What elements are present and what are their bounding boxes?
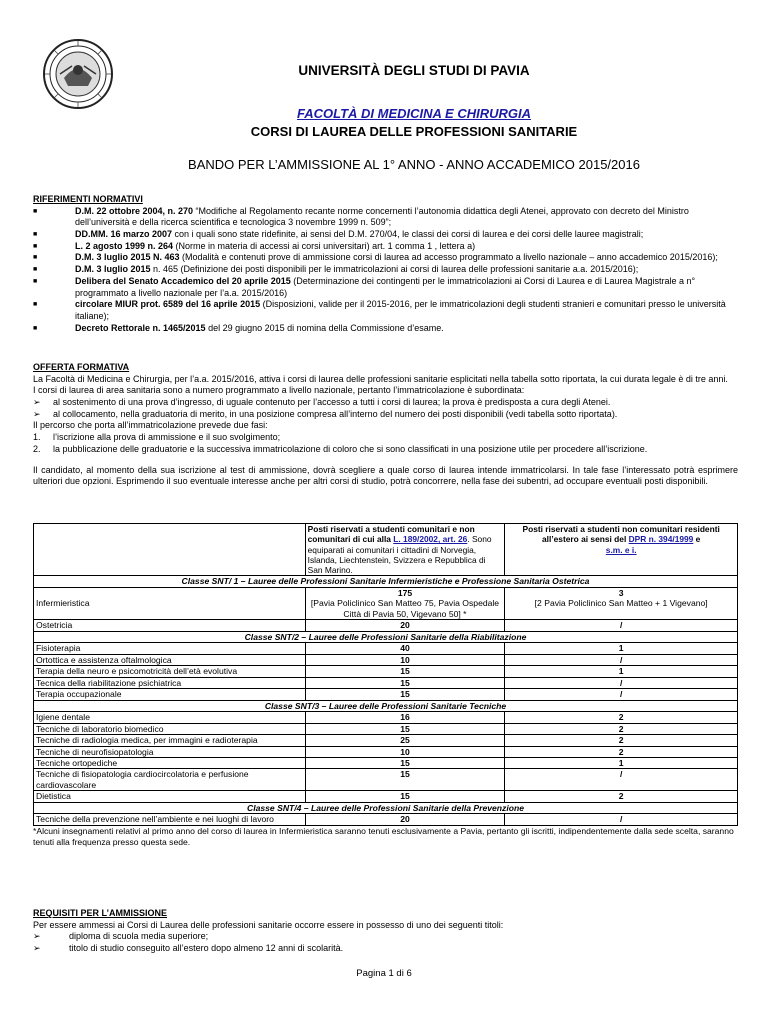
square-bullet-icon: ■ xyxy=(33,266,38,274)
page-number: Pagina 1 di 6 xyxy=(356,968,412,979)
riferimenti-title: RIFERIMENTI NORMATIVI xyxy=(33,194,143,204)
square-bullet-icon: ■ xyxy=(33,207,38,215)
list-item: ■ Delibera del Senato Accademico del 20 aprile 2015 (Determinazione dei contingenti per le immatricolazioni ai Corsi di Laurea e di Laurea Magistrale a n° programmato a livello nazionale per l’a.a. 2015/2016) xyxy=(33,275,696,298)
course-name-cell: Tecniche di laboratorio biomedico xyxy=(34,723,306,734)
requisiti-section xyxy=(33,908,738,955)
square-bullet-icon: ■ xyxy=(33,254,38,262)
class-title-cell: Classe SNT/3 – Lauree delle Professioni Sanitarie Tecniche xyxy=(34,700,738,711)
table-header-eu: Posti riservati a studenti comunitari e non comunitari di cui alla L. 189/2002, art. 26. Sono equiparati ai comunitari i cittadini di Norvegia, Islanda, Liechtenstein, Svizzera e Repubblica di San Marino. xyxy=(305,524,505,576)
table-row xyxy=(34,746,738,757)
non-eu-seats-cell: / xyxy=(505,769,738,791)
non-eu-seats-cell: / xyxy=(505,654,738,665)
table-row xyxy=(34,620,738,631)
eu-seats-cell: 10 xyxy=(305,746,505,757)
table-row xyxy=(34,666,738,677)
non-eu-seats-cell: 1 xyxy=(505,758,738,769)
list-item: ■ D.M. 3 luglio 2015 n. 465 (Definizione dei posti disponibili per le immatricolazioni ai corsi di laurea delle professioni sanitarie a.a. 2015/2016); xyxy=(33,264,639,275)
table-row xyxy=(34,587,738,619)
list-item: ➢ al sostenimento di una prova d’ingresso, di uguale contenuto per l’accesso a tutti i corsi di laurea; la prova è predisposta a cura degli Atenei. xyxy=(33,397,611,408)
eu-seats-cell: 175 [Pavia Policlinico San Matteo 75, Pavia Ospedale Città di Pavia 50, Vigevano 50] * xyxy=(305,587,505,619)
sm-ei-link[interactable]: s.m. e i. xyxy=(605,544,637,555)
non-eu-seats-cell: / xyxy=(505,620,738,631)
eu-seats-cell: 15 xyxy=(305,758,505,769)
posti-table-wrapper xyxy=(33,523,738,848)
non-eu-seats-cell: / xyxy=(505,814,738,825)
requisiti-paragraph: Per essere ammessi ai Corsi di Laurea delle professioni sanitarie occorre essere in possesso di uno dei seguenti titoli: xyxy=(33,919,504,930)
course-name-cell: Fisioterapia xyxy=(34,643,306,654)
square-bullet-icon: ■ xyxy=(33,324,38,332)
non-eu-seats-cell: 2 xyxy=(505,723,738,734)
non-eu-seats-cell: / xyxy=(505,677,738,688)
eu-seats-cell: 15 xyxy=(305,769,505,791)
course-name-cell: Igiene dentale xyxy=(34,712,306,723)
table-class-row xyxy=(34,576,738,587)
list-item: ■ circolare MIUR prot. 6589 del 16 aprile 2015 (Disposizioni, valide per il 2015-2016, per le immatricolazioni degli studenti stranieri e comunitari presso le università italiane); xyxy=(33,299,726,321)
posti-table xyxy=(33,523,738,826)
riferimenti-list xyxy=(33,206,738,335)
course-name-cell: Dietistica xyxy=(34,791,306,802)
table-row xyxy=(34,735,738,746)
course-name-cell: Tecniche ortopediche xyxy=(34,758,306,769)
arrow-bullet-icon: ➢ xyxy=(33,408,41,419)
table-row xyxy=(34,791,738,802)
course-name-cell: Ostetricia xyxy=(34,620,306,631)
dpr-394-1999-link[interactable]: DPR n. 394/1999 xyxy=(628,534,694,545)
non-eu-seats-cell: 2 xyxy=(505,735,738,746)
offerta-section xyxy=(33,362,738,488)
non-eu-seats-cell: 2 xyxy=(505,712,738,723)
arrow-bullet-icon: ➢ xyxy=(33,943,41,954)
table-body xyxy=(34,576,738,826)
class-title-cell: Classe SNT/2 – Lauree delle Professioni Sanitarie della Riabilitazione xyxy=(34,631,738,642)
arrow-bullet-icon: ➢ xyxy=(33,931,41,942)
table-row xyxy=(34,689,738,700)
table-class-row xyxy=(34,631,738,642)
square-bullet-icon: ■ xyxy=(33,242,38,250)
course-name-cell: Tecniche di radiologia medica, per immagini e radioterapia xyxy=(34,735,306,746)
eu-seats-cell: 15 xyxy=(305,723,505,734)
requisiti-title: REQUISITI PER L’AMMISSIONE xyxy=(33,908,168,918)
law-189-2002-link[interactable]: L. 189/2002, art. 26 xyxy=(393,534,468,545)
table-row xyxy=(34,712,738,723)
list-item: ➢ al collocamento, nella graduatoria di merito, in una posizione compresa all’interno del numero dei posti disponibili (vedi tabella sotto riportata). xyxy=(33,408,618,419)
course-name-cell: Terapia della neuro e psicomotricità dell’età evolutiva xyxy=(34,666,306,677)
table-row xyxy=(34,758,738,769)
list-item: ■ Decreto Rettorale n. 1465/2015 del 29 giugno 2015 di nomina della Commissione d’esame. xyxy=(33,322,444,333)
square-bullet-icon: ■ xyxy=(33,231,38,239)
square-bullet-icon: ■ xyxy=(33,277,38,285)
table-class-row xyxy=(34,802,738,813)
eu-seats-cell: 15 xyxy=(305,791,505,802)
eu-seats-cell: 15 xyxy=(305,677,505,688)
eu-seats-cell: 16 xyxy=(305,712,505,723)
non-eu-seats-cell: 1 xyxy=(505,643,738,654)
square-bullet-icon: ■ xyxy=(33,301,38,309)
eu-seats-cell: 20 xyxy=(305,814,505,825)
class-title-cell: Classe SNT/ 1 – Lauree delle Professioni Sanitarie Infermieristiche e Professione Sanitaria Ostetrica xyxy=(34,576,738,587)
course-name-cell: Infermieristica xyxy=(34,587,306,619)
table-row xyxy=(34,654,738,665)
offerta-paragraph-1: La Facoltà di Medicina e Chirurgia, per l’a.a. 2015/2016, attiva i corsi di laurea delle professioni sanitarie esplicitati nella tabella sotto riportata, la cui durata legale è di tre anni. xyxy=(33,373,728,384)
offerta-title: OFFERTA FORMATIVA xyxy=(33,362,130,372)
courses-title: CORSI DI LAUREA DELLE PROFESSIONI SANITARIE xyxy=(250,124,578,139)
faculty-link[interactable]: FACOLTÀ DI MEDICINA E CHIRURGIA xyxy=(297,106,531,121)
table-row xyxy=(34,723,738,734)
riferimenti-section xyxy=(33,194,738,334)
course-name-cell: Ortottica e assistenza oftalmologica xyxy=(34,654,306,665)
eu-seats-cell: 15 xyxy=(305,689,505,700)
non-eu-seats-cell: 2 xyxy=(505,746,738,757)
course-name-cell: Terapia occupazionale xyxy=(34,689,306,700)
non-eu-seats-cell: / xyxy=(505,689,738,700)
university-name: UNIVERSITÀ DEGLI STUDI DI PAVIA xyxy=(298,63,530,78)
table-row xyxy=(34,769,738,791)
eu-seats-cell: 20 xyxy=(305,620,505,631)
eu-seats-cell: 15 xyxy=(305,666,505,677)
arrow-bullet-icon: ➢ xyxy=(33,397,41,408)
list-item: ➢ diploma di scuola media superiore; xyxy=(33,931,209,942)
course-name-cell: Tecniche di neurofisiopatologia xyxy=(34,746,306,757)
list-item: ■ DD.MM. 16 marzo 2007 con i quali sono state ridefinite, ai sensi del D.M. 270/04, le classi dei corsi di laurea e dei corsi delle lauree magistrali; xyxy=(33,229,644,240)
non-eu-seats-cell: 1 xyxy=(505,666,738,677)
table-row xyxy=(34,814,738,825)
course-name-cell: Tecniche di fisiopatologia cardiocircolatoria e perfusione cardiovascolare xyxy=(34,769,306,791)
list-item: ■ D.M. 3 luglio 2015 N. 463 (Modalità e contenuti prove di ammissione corsi di laurea ad accesso programmato a livello nazionale – anno accademico 2015/2016); xyxy=(33,252,718,263)
list-item: 2. la pubblicazione delle graduatorie e la successiva immatricolazione di coloro che si sono classificati in una posizione utile per procedere all’iscrizione. xyxy=(33,443,648,454)
non-eu-seats-cell: 3 [2 Pavia Policlinico San Matteo + 1 Vigevano] xyxy=(505,587,738,619)
table-footnote: *Alcuni insegnamenti relativi al primo anno del corso di laurea in Infermieristica saranno tenuti esclusivamente a Pavia, pertanto gli iscritti, indipendentemente dalla sede scelta, saranno tenuti alla frequenza presso questa sede. xyxy=(33,825,734,848)
table-header-row xyxy=(34,524,738,576)
class-title-cell: Classe SNT/4 – Lauree delle Professioni Sanitarie della Prevenzione xyxy=(34,802,738,813)
table-header-empty xyxy=(34,524,306,576)
offerta-paragraph-4: Il candidato, al momento della sua iscrizione al test di ammissione, dovrà scegliere a quale corso di laurea intende immatricolarsi. In tale fase l’interessato potrà esprimere ulteriori due opzioni. Esprimendo il suo eventuale interesse anche per altri corsi di studio, potrà concorrere, nella fase dei subentri, ad occupare eventuali posti disponibili. xyxy=(33,464,738,487)
course-name-cell: Tecnica della riabilitazione psichiatrica xyxy=(34,677,306,688)
eu-seats-cell: 25 xyxy=(305,735,505,746)
table-row xyxy=(34,677,738,688)
list-item: 1. l’iscrizione alla prova di ammissione e il suo svolgimento; xyxy=(33,432,281,443)
table-class-row xyxy=(34,700,738,711)
offerta-paragraph-2: I corsi di laurea di area sanitaria sono a numero programmato a livello nazionale, pertanto l’immatricolazione è subordinata: xyxy=(33,385,525,396)
list-item: ➢ titolo di studio conseguito all’estero dopo almeno 12 anni di scolarità. xyxy=(33,943,344,954)
table-header-non-eu: Posti riservati a studenti non comunitari residenti all’estero ai sensi del DPR n. 394/1999 e s.m. e i. xyxy=(505,524,738,576)
bando-title: BANDO PER L’AMMISSIONE AL 1° ANNO - ANNO ACCADEMICO 2015/2016 xyxy=(188,157,640,172)
course-name-cell: Tecniche della prevenzione nell’ambiente e nei luoghi di lavoro xyxy=(34,814,306,825)
eu-seats-cell: 10 xyxy=(305,654,505,665)
eu-seats-cell: 40 xyxy=(305,643,505,654)
table-row xyxy=(34,643,738,654)
list-item: ■ L. 2 agosto 1999 n. 264 (Norme in materia di accessi ai corsi universitari) art. 1 comma 1 , lettera a) xyxy=(33,240,476,251)
offerta-paragraph-3: Il percorso che porta all’immatricolazione prevede due fasi: xyxy=(33,420,268,431)
list-item: ■ D.M. 22 ottobre 2004, n. 270 “Modifiche al Regolamento recante norme concernenti l’autonomia didattica degli Atenei, approvato con decreto del Ministro dell’università e della ricerca scientifica e tecnologica 3 novembre 1999 n. 509”; xyxy=(33,205,689,228)
non-eu-seats-cell: 2 xyxy=(505,791,738,802)
